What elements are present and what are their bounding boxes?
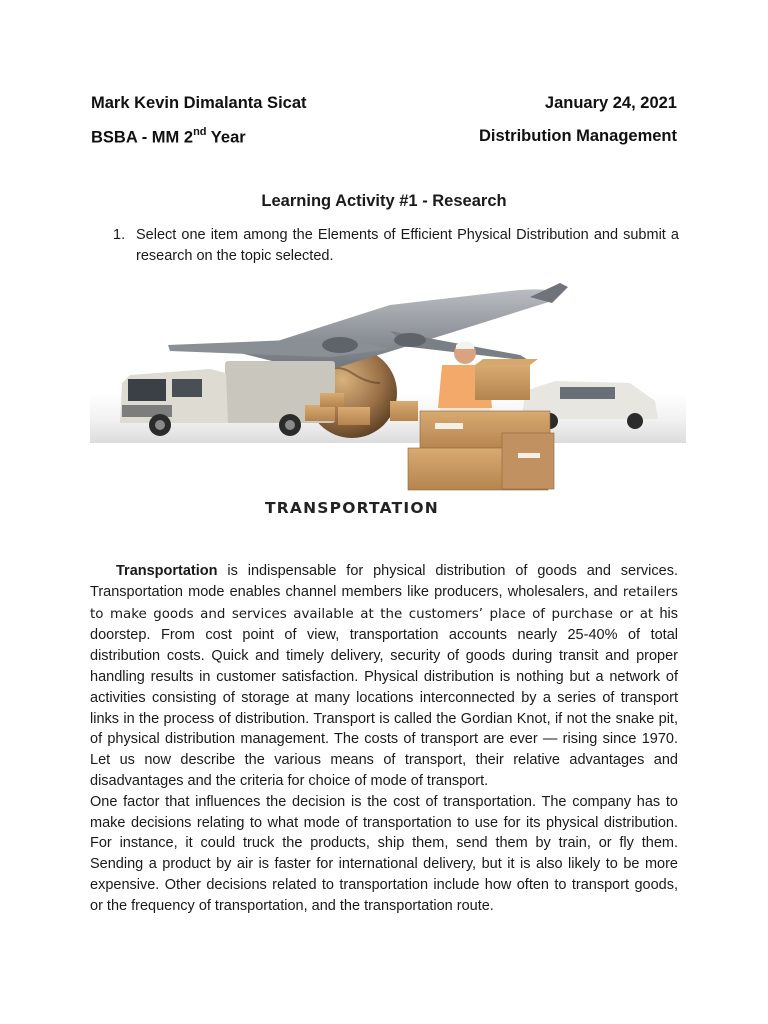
course-ordinal: nd [193,126,207,138]
activity-title: Learning Activity #1 - Research [261,192,507,210]
section-heading: TRANSPORTATION [265,499,439,517]
instruction-text: Select one item among the Elements of Efficient Physical Distribution and submit a research on the topic selected. [136,227,679,264]
course-prefix: BSBA - MM 2 [91,128,194,147]
box-stack [408,411,554,490]
paragraph-2: One factor that influences the decision is the cost of transportation. The company has to make decisions relating to what mode of transportation to use for its physical distribution. For instance, it could truck the products, ship them, send them by train, or fly them. Sending a product by air is faster for international delivery, but it is also likely to be more expensive. Other decisions related to transportation include how often to transport goods, or the frequency of transportation, and the transportation route. [90,793,678,914]
transportation-illustration [90,283,686,498]
box-small-3 [338,407,370,425]
author-name: Mark Kevin Dimalanta Sicat [91,94,307,112]
course [91,127,246,148]
instruction-item [113,225,679,267]
para1-part2: retailers to make goods and services available at the customers’ place of purchase or at [90,584,678,622]
box-small-4 [390,401,418,421]
box-small-2 [320,393,344,407]
date: January 24, 2021 [544,94,677,112]
para1-part3: his doorstep. From cost point of view, transportation accounts nearly 25-40% of total distribution costs. Quick and timely delivery, security of goods during transit and proper handling results in customer satisfaction. Physical distribution is nothing but a network of activities consisting of storage at many locations interconnected by a series of transport links in the process of distribution. Transport is called the Gordian Knot, if not the snake pit, of physical distribution management. The costs of transport are ever — rising since 1970. Let us now describe the various means of transport, their relative advantages and disadvantages and the criteria for choice of mode of transport. [90,605,678,789]
course-suffix: Year [206,128,246,147]
instruction-number: 1. [113,227,126,243]
subject: Distribution Management [478,127,677,145]
para1-part1: is indispensable for physical distribution of goods and services. Transportation mode enables channel members like producers, wholesalers, and [90,563,678,600]
body-text [90,561,678,917]
box-small-1 [305,405,335,421]
paragraph-1 [90,561,678,792]
para1-bold: Transportation [116,563,218,579]
